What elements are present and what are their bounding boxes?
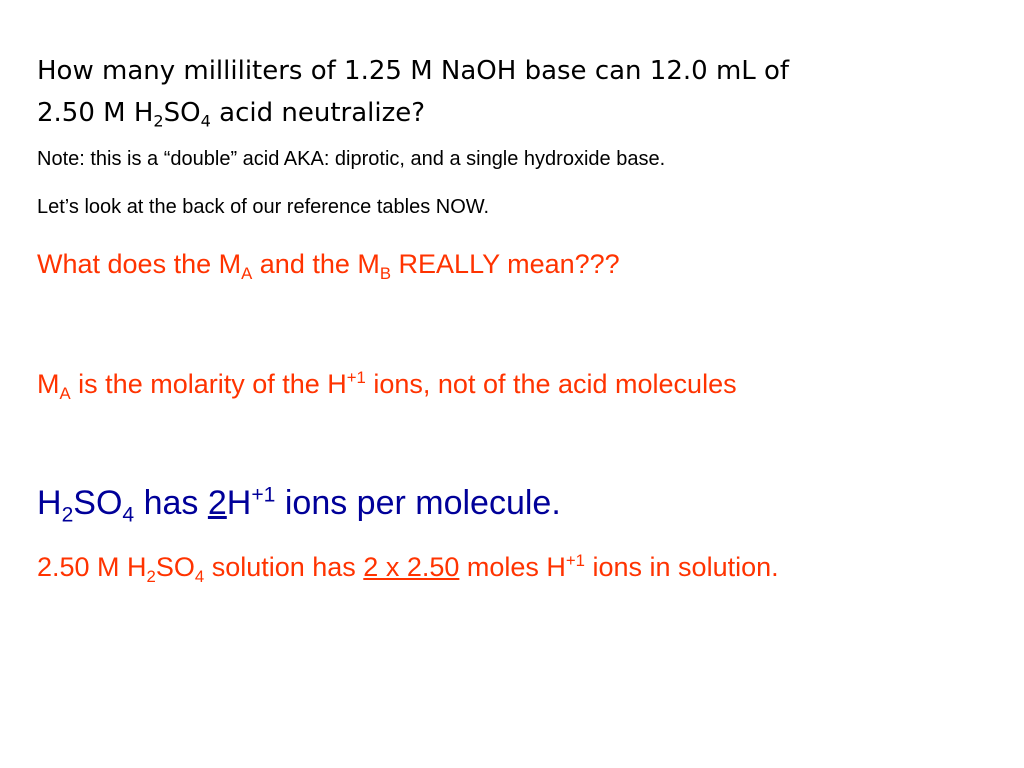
- h2so4-count: 2: [207, 484, 227, 522]
- reference-tables-text: Let’s look at the back of our reference tables NOW.: [37, 196, 490, 218]
- ma-m: M: [37, 369, 60, 399]
- question-line-2-so: SO: [163, 98, 201, 128]
- solution-suffix: ions in solution.: [585, 552, 779, 582]
- question-line-2: [37, 92, 789, 134]
- ma-mid: is the molarity of the H: [70, 369, 347, 399]
- question-subscript-2: 2: [153, 111, 164, 131]
- question-text: [37, 50, 789, 134]
- what-suffix: REALLY mean???: [391, 249, 620, 279]
- h2so4-sub-4: 4: [122, 503, 135, 527]
- what-prefix: What does the M: [37, 249, 242, 279]
- what-mid: and the M: [252, 249, 380, 279]
- h2so4-has: has: [134, 484, 208, 522]
- what-sub-a: A: [241, 263, 253, 283]
- h2so4-sup: +1: [251, 483, 276, 507]
- h2so4-so: SO: [73, 484, 123, 522]
- ma-sup: +1: [346, 367, 366, 387]
- question-line-2-suffix: acid neutralize?: [210, 98, 426, 128]
- solution-mid: solution has: [204, 552, 364, 582]
- h2so4-sub-2: 2: [61, 503, 74, 527]
- h2so4-suffix: ions per molecule.: [275, 484, 561, 522]
- h2so4-h: H: [37, 484, 62, 522]
- solution-sub-4: 4: [194, 566, 205, 586]
- ma-suffix: ions, not of the acid molecules: [365, 369, 737, 399]
- h2so4-statement: [37, 483, 561, 527]
- ma-definition: [37, 367, 737, 403]
- question-line-1: How many milliliters of 1.25 M NaOH base can 12.0 mL of: [37, 56, 790, 86]
- solution-sup: +1: [565, 550, 585, 570]
- solution-product: 2 x 2.50: [363, 552, 460, 582]
- question-subscript-4: 4: [200, 111, 211, 131]
- solution-statement: [37, 550, 779, 586]
- what-does-question: [37, 249, 620, 283]
- solution-so: SO: [155, 552, 195, 582]
- what-sub-b: B: [379, 263, 392, 283]
- solution-moles: moles H: [459, 552, 566, 582]
- solution-prefix: 2.50 M H: [37, 552, 147, 582]
- ma-sub-a: A: [59, 383, 71, 403]
- solution-sub-2: 2: [146, 566, 156, 586]
- note-text: Note: this is a “double” acid AKA: diprotic, and a single hydroxide base.: [37, 148, 666, 170]
- question-line-2-prefix: 2.50 M H: [37, 98, 154, 128]
- h2so4-h-ion: H: [226, 484, 252, 522]
